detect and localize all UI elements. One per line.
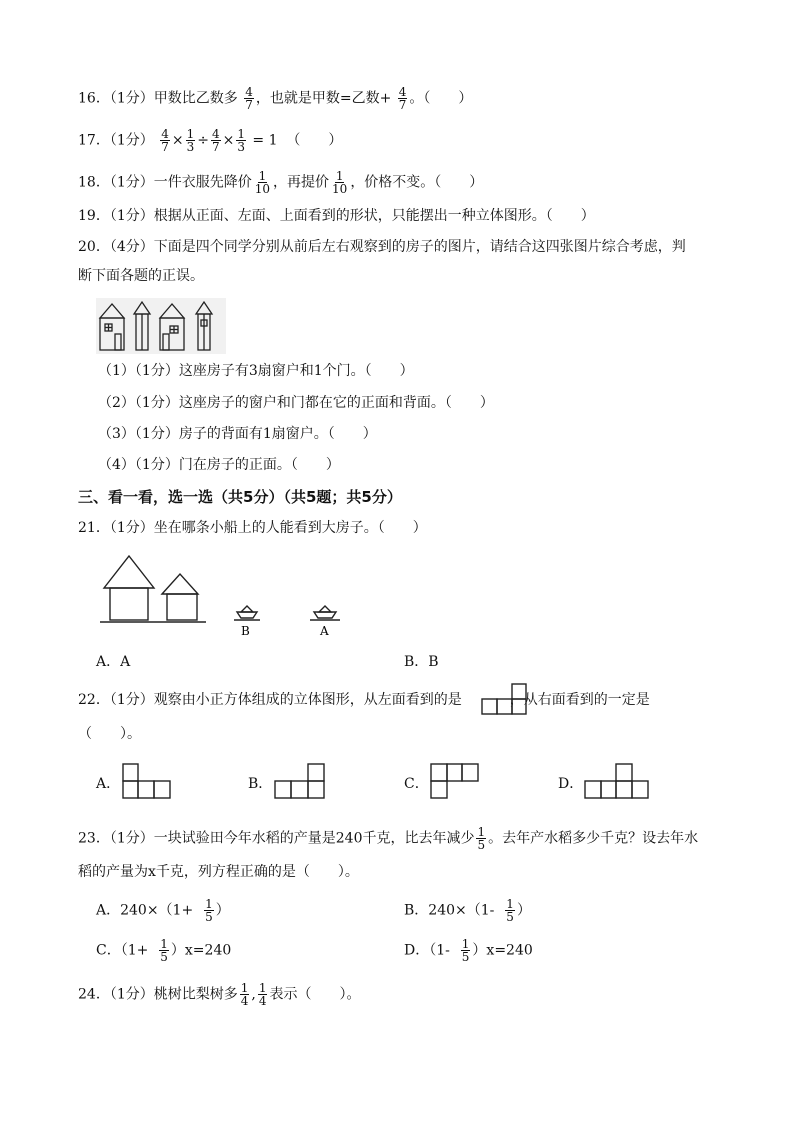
question-number: 21． — [78, 520, 110, 536]
question-score: （4分） — [109, 239, 154, 255]
fraction: $\frac{4}{7}$ — [161, 127, 169, 154]
option-c-figure[interactable] — [430, 762, 480, 800]
question-23-continued: 稻的产量为x千克，列方程正确的是（ ）。 — [78, 864, 359, 880]
question-text: 一件衣服先降价 — [153, 174, 252, 191]
q20-sub-2: （2）（1分）这座房子的窗户和门都在它的正面和背面。（ ） — [98, 395, 494, 411]
fraction: $\frac{1}{5}$ — [477, 825, 486, 852]
question-23 — [78, 826, 698, 851]
question-score: （1分） — [109, 692, 154, 708]
question-score: （1分） — [109, 520, 154, 536]
question-number: 17． — [78, 132, 110, 149]
question-17 — [78, 128, 342, 153]
fraction: $\frac{1}{3}$ — [237, 127, 245, 154]
question-number: 22． — [78, 692, 110, 708]
question-24: 24．（1分）桃树比梨树多 $\frac{1}{4}$ , $\frac{1}{4}$ 表示（ ）。 — [78, 981, 361, 1008]
question-20-continued: 断下面各题的正误。 — [78, 268, 204, 284]
question-text: 表示（ ）。 — [269, 986, 361, 1003]
fraction: $\frac{4}{7}$ — [398, 85, 407, 112]
question-22 — [78, 690, 650, 710]
q23-option-b[interactable]: B．240×（1- $\frac{1}{5}$ ） — [404, 897, 531, 924]
section-heading: 三、看一看，选一选（共5分）（共5题；共5分） — [78, 488, 402, 506]
fraction: $\frac{4}{7}$ — [245, 85, 253, 112]
question-text: 。去年产水稻多少千克？设去年水 — [488, 830, 699, 847]
operator: ÷ — [197, 132, 209, 149]
option-b-figure[interactable] — [274, 762, 326, 800]
question-text: 根据从正面、左面、上面看到的形状，只能摆出一种立体图形。（ ） — [153, 208, 595, 224]
question-16 — [78, 86, 472, 111]
operator: × — [171, 132, 184, 149]
question-21 — [78, 518, 427, 538]
fraction: $\frac{1}{3}$ — [186, 127, 195, 154]
question-text: ，从右面看到的一定是 — [509, 692, 650, 708]
question-number: 23． — [78, 830, 110, 847]
fraction: $\frac{1}{4}$ — [258, 981, 267, 1008]
question-text: ，再提价 — [273, 174, 330, 191]
question-22-continued: （ ）。 — [78, 726, 141, 742]
q22-option-b[interactable]: B． — [248, 776, 273, 792]
house-views-figure — [96, 298, 226, 354]
q22-option-a[interactable]: A． — [96, 776, 121, 792]
q23-option-d[interactable]: D．（1- $\frac{1}{5}$ ）x=240 — [404, 937, 533, 964]
question-text: 下面是四个同学分别从前后左右观察到的房子的图片，请结合这四张图片综合考虑，判 — [153, 239, 686, 255]
question-number: 19． — [78, 208, 110, 224]
question-20 — [78, 237, 686, 257]
answer-blank: （ ） — [286, 132, 343, 149]
question-19 — [78, 206, 595, 226]
q23-option-a[interactable]: A．240×（1+ $\frac{1}{5}$ ） — [96, 897, 230, 924]
q22-option-d[interactable]: D． — [558, 776, 584, 792]
question-text: 甲数比乙数多 — [153, 90, 238, 107]
q20-sub-3: （3）（1分）房子的背面有1扇窗户。（ ） — [98, 426, 377, 442]
question-text: 一块试验田今年水稻的产量是240千克，比去年减少 — [153, 830, 475, 847]
question-score: （1分） — [109, 830, 154, 847]
question-text: 坐在哪条小船上的人能看到大房子。（ ） — [153, 520, 427, 536]
option-d-figure[interactable] — [584, 762, 650, 800]
question-number: 24． — [78, 986, 110, 1003]
question-score: （1分） — [109, 986, 154, 1003]
fraction: $\frac{4}{7}$ — [211, 127, 220, 154]
question-number: 18． — [78, 174, 110, 191]
fraction: $\frac{1}{10}$ — [332, 169, 348, 196]
q20-sub-4: （4）（1分）门在房子的正面。（ ） — [98, 457, 340, 473]
q22-option-c[interactable]: C． — [404, 776, 429, 792]
question-score: （1分） — [109, 132, 154, 149]
fraction: $\frac{1}{4}$ — [240, 981, 249, 1008]
q23-option-c[interactable]: C．（1+ $\frac{1}{5}$ ）x=240 — [96, 937, 232, 964]
boat-a-label: A — [320, 624, 329, 638]
question-number: 20． — [78, 239, 110, 255]
question-text: ，价格不变。（ ） — [350, 174, 484, 191]
question-text: 观察由小正方体组成的立体图形，从左面看到的是 — [153, 692, 462, 708]
small-house-body — [167, 594, 197, 620]
boat-b-label: B — [241, 624, 250, 638]
operator: × — [222, 132, 235, 149]
question-score: （1分） — [109, 174, 154, 191]
option-a-figure[interactable] — [122, 762, 172, 800]
boat-b — [234, 606, 260, 620]
question-text: ，也就是甲数=乙数+ — [255, 90, 392, 107]
small-house-roof — [162, 574, 198, 594]
q20-sub-1: （1）（1分）这座房子有3扇窗户和1个门。（ ） — [98, 363, 414, 379]
question-number: 16． — [78, 90, 110, 107]
fraction: $\frac{1}{10}$ — [254, 169, 271, 196]
q21-option-a[interactable]: A．A — [96, 654, 131, 670]
question-text: 桃树比梨树多 — [153, 986, 238, 1003]
big-house-roof — [104, 556, 154, 588]
answer-blank: 。（ ） — [409, 90, 473, 107]
big-house-body — [110, 588, 148, 620]
boats-houses-figure — [100, 552, 350, 638]
question-score: （1分） — [109, 208, 154, 224]
left-view-figure — [481, 682, 527, 716]
boat-a — [310, 606, 340, 620]
question-18 — [78, 170, 483, 195]
equation-result: = 1 — [252, 132, 278, 149]
q21-option-b[interactable]: B．B — [404, 654, 439, 670]
question-score: （1分） — [109, 90, 154, 107]
